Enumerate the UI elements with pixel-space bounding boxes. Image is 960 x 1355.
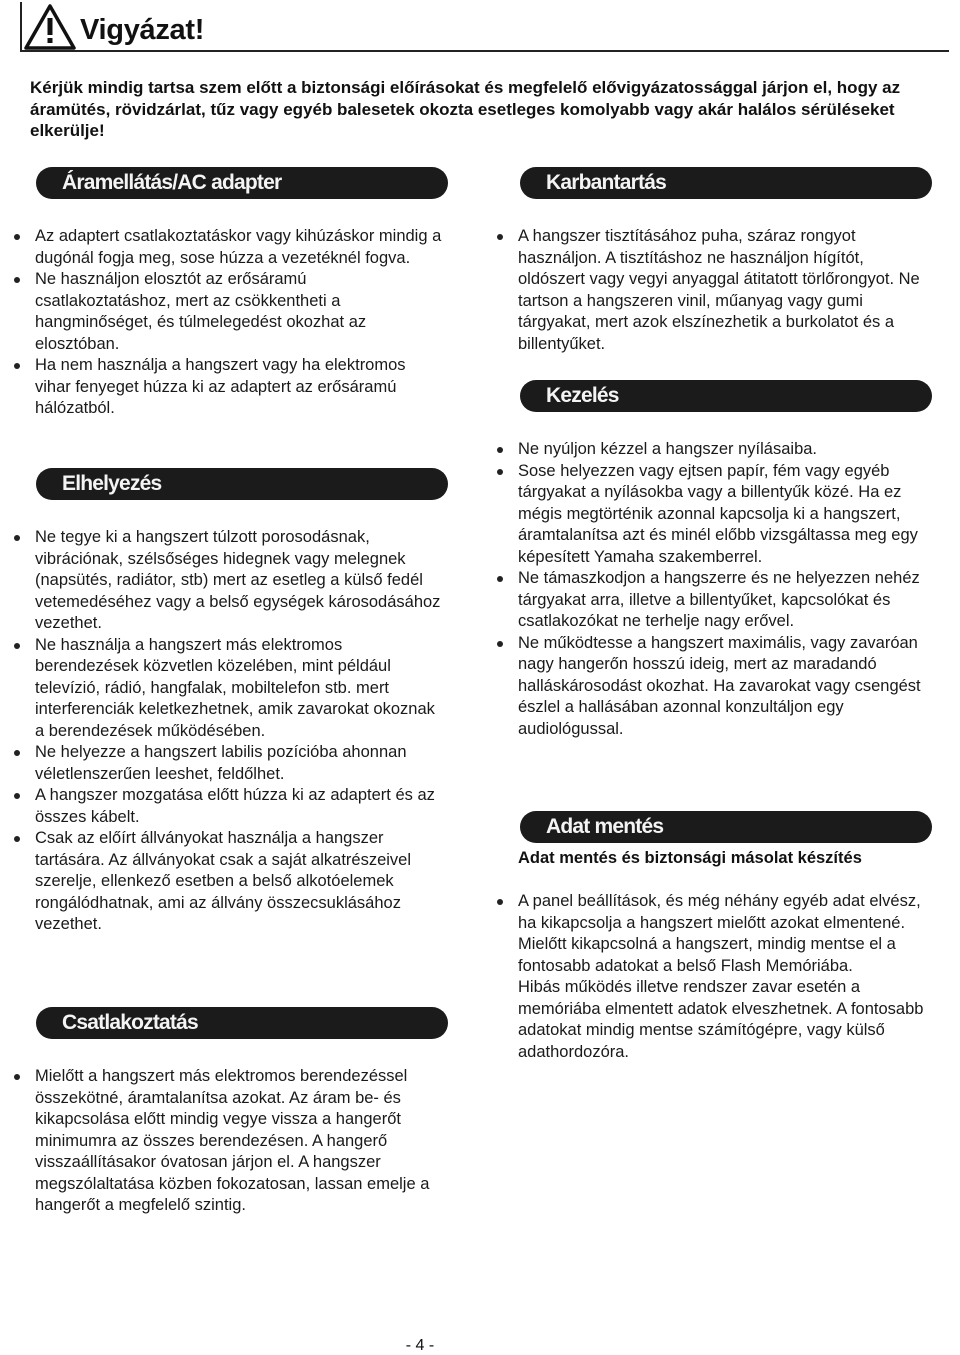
list-item-text: Ne nyúljon kézzel a hangszer nyílásaiba. (518, 440, 818, 458)
bullet-icon (14, 363, 20, 369)
list-item (3, 527, 443, 635)
list-item-text: Ne használjon elosztót az erősáramú csatlakoztatáshoz, mert az csökkentheti a hangminőséget, és túlmelegedést okozhat az elosztóban. (35, 270, 367, 353)
list-item (3, 269, 443, 355)
bullet-icon (14, 234, 20, 240)
list-item (3, 742, 443, 785)
bullet-icon (14, 1074, 20, 1080)
backup-subheading: Adat mentés és biztonsági másolat készítés (518, 849, 862, 867)
bullet-icon (497, 899, 503, 905)
list-item (486, 439, 926, 461)
list-item (486, 891, 926, 1063)
list-item (3, 355, 443, 420)
list-item (486, 461, 926, 569)
bullet-icon (14, 750, 20, 756)
list-item (486, 226, 926, 355)
bullet-icon (14, 277, 20, 283)
list-item (3, 1066, 443, 1217)
bullet-icon (14, 836, 20, 842)
list-item-text: Ne használja a hangszert más elektromos berendezések közvetlen közelében, mint például televízió, rádió, hangfalak, mobiltelefon stb. mert interferenciák keletkezhetnek, amik zavarokat okoznak a berendezések működésében. (35, 635, 435, 740)
bullet-icon (497, 641, 503, 647)
placement-list (3, 527, 443, 936)
list-item (3, 635, 443, 743)
section-header-handling: Kezelés (520, 380, 932, 412)
list-item (486, 568, 926, 633)
page-number: - 4 - (405, 1337, 435, 1354)
list-item-text: A hangszer mozgatása előtt húzza ki az adaptert és az összes kábelt. (35, 786, 435, 826)
bullet-icon (497, 234, 503, 240)
list-item-text: Ne támaszkodjon a hangszerre és ne helyezzen nehéz tárgyakat arra, illetve a billentyűket, kapcsolókat és csatlakozókat ne terhelje nagy erővel. (518, 569, 920, 630)
list-item-text: A panel beállítások, és még néhány egyéb adat elvész, ha kikapcsolja a hangszert mielőtt azokat elmentené. Mielőtt kikapcsolná a hangszert, mindig mentse el a fontosabb adatokat a belső Flash Memóriába. Hibás működés illetve rendszer zavar esetén a memóriába elmentett adatok elveszhetnek. A fontosabb adatokat mindig mentse számítógépre, vagy külső adathordozóra. (518, 892, 924, 1061)
intro-warning-text: Kérjük mindig tartsa szem előtt a biztonsági előírásokat és megfelelő elővigyázatossággal járjon el, hogy az áramütés, rövidzárlat, tűz vagy egyéb balesetek okozta esetleges komolyabb vagy akár halálos sérüléseket elkerülje! (30, 78, 901, 140)
section-header-placement: Elhelyezés (36, 468, 448, 500)
list-item (486, 633, 926, 741)
maintenance-list (486, 226, 926, 355)
list-item-text: A hangszer tisztításához puha, száraz rongyot használjon. A tisztításhoz ne használjon hígítót, oldószert vagy vegyi anyaggal átitatott törlőrongyot. Ne tartson a hangszeren vinil, műanyag vagy gumi tárgyakat, mert azok elszínezhetik a burkolatot és a billentyűket. (518, 227, 920, 353)
power-list (3, 226, 443, 420)
list-item-text: Mielőtt a hangszert más elektromos berendezéssel összekötné, áramtalanítsa azokat. Az áram be- és kikapcsolása előtt mindig vegye vissza a hangerőt minimumra az összes berendezésen. A hangerő visszaállításakor óvatosan járjon el. A hangszer megszólaltatása közben fokozatosan, lassan emelje a hangerőt a megfelelő szintig. (35, 1067, 430, 1214)
section-header-maintenance: Karbantartás (520, 167, 932, 199)
connection-list (3, 1066, 443, 1217)
list-item-text: Sose helyezzen vagy ejtsen papír, fém vagy egyéb tárgyakat a nyílásokba vagy a billentyűk közé. Ha ez mégis megtörténik azonnal kapcsolja ki a hangszert, áramtalanítsa azt és minél előbb vizsgáltassa meg egy képesített Yamaha szakemberrel. (518, 461, 918, 566)
section-header-connection: Csatlakoztatás (36, 1007, 448, 1039)
warning-triangle-icon (24, 4, 76, 50)
list-item-text: Ne tegye ki a hangszert túlzott porosodásnak, vibrációnak, szélsőséges hidegnek vagy melegnek (napsütés, radiátor, stb) mert az esetleg a külső fedél vetemedéséhez vagy a belső egységek károsodásához vezethet. (35, 528, 441, 632)
bullet-icon (14, 535, 20, 541)
list-item-text: Csak az előírt állványokat használja a hangszer tartására. Az állványokat csak a saját alkatrészeivel szerelje, ellenkező esetben a belső alkotóelemek rongálódhatnak, ami az állvány összecsuklásához vezethet. (35, 829, 412, 933)
section-header-backup: Adat mentés (520, 811, 932, 843)
list-item (3, 226, 443, 269)
bullet-icon (497, 576, 503, 582)
bullet-icon (497, 447, 503, 453)
list-item-text: Ne helyezze a hangszert labilis pozícióba ahonnan véletlenszerűen leeshet, feldőlhet. (35, 743, 407, 783)
list-item-text: Ne működtesse a hangszert maximális, vagy zavaróan nagy hangerőn hosszú ideig, mert az maradandó halláskárosodást okozhat. Ha zavarokat vagy csengést észlel a hallásában azonnal konzultáljon egy audiológussal. (518, 633, 921, 738)
list-item-text: Ha nem használja a hangszert vagy ha elektromos vihar fenyeget húzza ki az adaptert az erősáramú hálózatból. (35, 356, 406, 417)
page-title: Vigyázat! (80, 14, 205, 46)
list-item-text: Az adaptert csatlakoztatáskor vagy kihúzáskor mindig a dugónál fogja meg, sose húzza a vezetéknél fogva. (35, 227, 442, 267)
handling-list (486, 439, 926, 740)
list-item (3, 785, 443, 828)
section-header-power: Áramellátás/AC adapter (36, 167, 448, 199)
bullet-icon (497, 469, 503, 475)
backup-list (486, 891, 926, 1063)
bullet-icon (14, 643, 20, 649)
list-item (3, 828, 443, 936)
bullet-icon (14, 793, 20, 799)
